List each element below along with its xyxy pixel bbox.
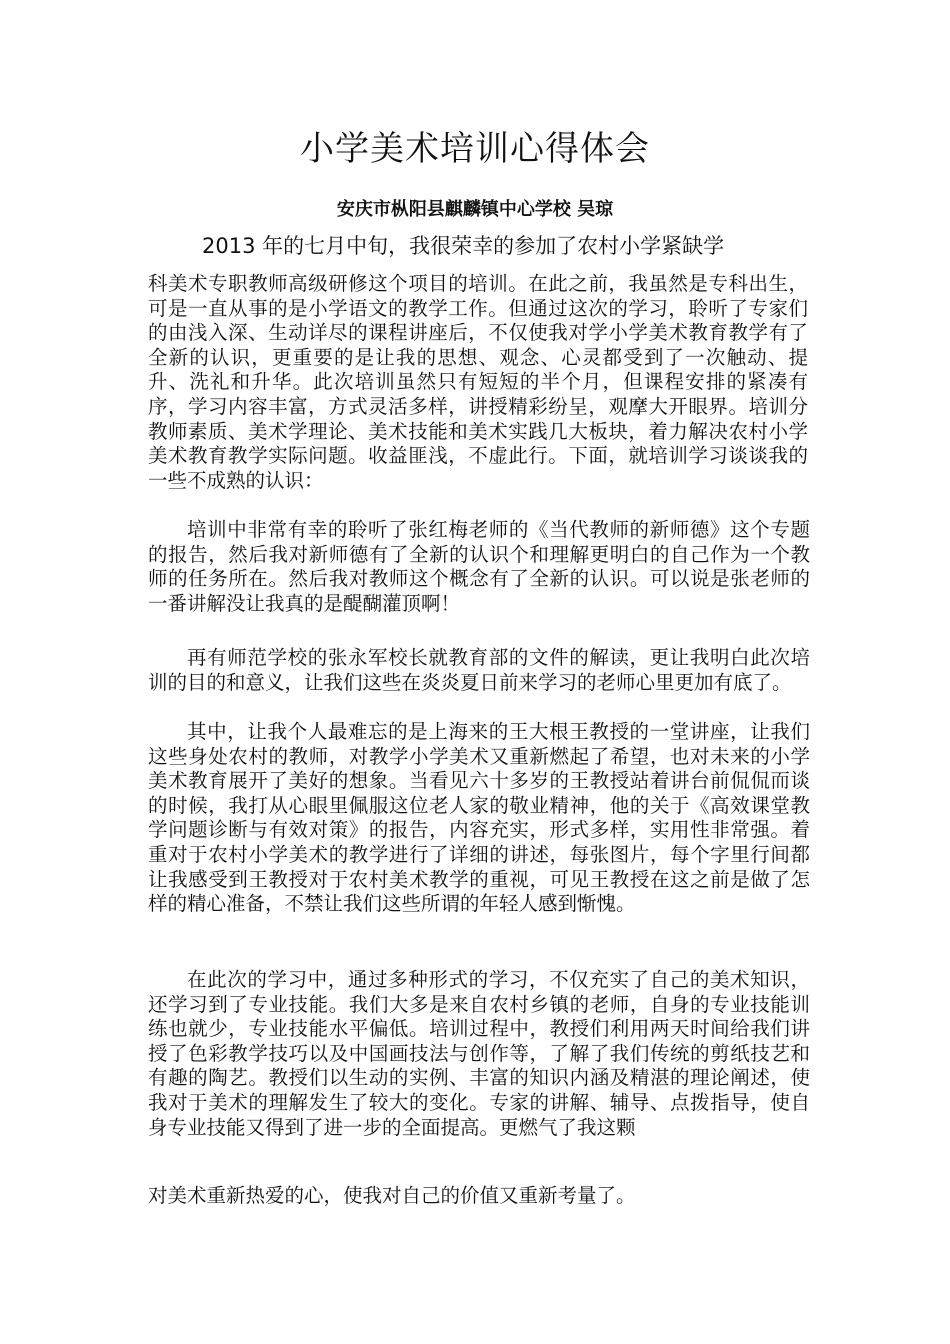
paragraph-1-body: 科美术专职教师高级研修这个项目的培训。在此之前，我虽然是专科出生，可是一直从事的是小学语文的教学工作。但通过这次的学习，聆听了专家们的由浅入深、生动详尽的课程讲座后，不仅使我对学小学美术教育教学有了全新的认识，更重要的是让我的思想、观念、心灵都受到了一次触动、提升、洗礼和升华。此次培训虽然只有短短的半个月，但课程安排的紧凑有序，学习内容丰富，方式灵活多样，讲授精彩纷呈，观摩大开眼界。培训分教师素质、美术学理论、美术技能和美术实践几大板块，着力解决农村小学美术教育教学实际问题。收益匪浅，不虚此行。下面，就培训学习谈谈我的一些不成熟的认识： [148, 272, 808, 492]
document-title: 小学美术培训心得体会 [300, 129, 650, 169]
paragraph-5-last-line: 对美术重新热爱的心，使我对自己的价值又重新考量了。 [148, 1184, 636, 1207]
paragraph-3: 再有师范学校的张永军校长就教育部的文件的解读，更让我明白此次培训的目的和意义，让我们这些在炎炎夏日前来学习的老师心里更加有底了。 [148, 646, 810, 694]
author-line: 安庆市枞阳县麒麟镇中心学校 吴琼 [336, 199, 614, 220]
paragraph-5: 在此次的学习中，通过多种形式的学习，不仅充实了自己的美术知识，还学习到了专业技能。我们大多是来自农村乡镇的老师，自身的专业技能训练也就少，专业技能水平偏低。培训过程中，教授们利用两天时间给我们讲授了色彩教学技巧以及中国画技法与创作等，了解了我们传统的剪纸技艺和有趣的陶艺。教授们以生动的实例、丰富的知识内涵及精湛的理论阐述，使我对于美术的理解发生了较大的变化。专家的讲解、辅导、点拨指导，使自身专业技能又得到了进一步的全面提高。更燃气了我这颗 [148, 968, 810, 1139]
paragraph-1-first-line: 2013 年的七月中旬，我很荣幸的参加了农村小学紧缺学 [202, 234, 725, 258]
paragraph-2: 培训中非常有幸的聆听了张红梅老师的《当代教师的新师德》这个专题的报告，然后我对新师德有了全新的认识个和理解更明白的自己作为一个教师的任务所在。然后我对教师这个概念有了全新的认识。可以说是张老师的一番讲解没让我真的是醍醐灌顶啊！ [148, 518, 810, 615]
paragraph-4: 其中，让我个人最难忘的是上海来的王大根王教授的一堂讲座，让我们这些身处农村的教师，对教学小学美术又重新燃起了希望，也对未来的小学美术教育展开了美好的想象。当看见六十多岁的王教授站着讲台前侃侃而谈的时候，我打从心眼里佩服这位老人家的敬业精神，他的关于《高效课堂教学问题诊断与有效对策》的报告，内容充实，形式多样，实用性非常强。着重对于农村小学美术的教学进行了详细的讲述，每张图片，每个字里行间都让我感受到王教授对于农村美术教学的重视，可见王教授在这之前是做了怎样的精心准备，不禁让我们这些所谓的年轻人感到惭愧。 [148, 720, 810, 916]
